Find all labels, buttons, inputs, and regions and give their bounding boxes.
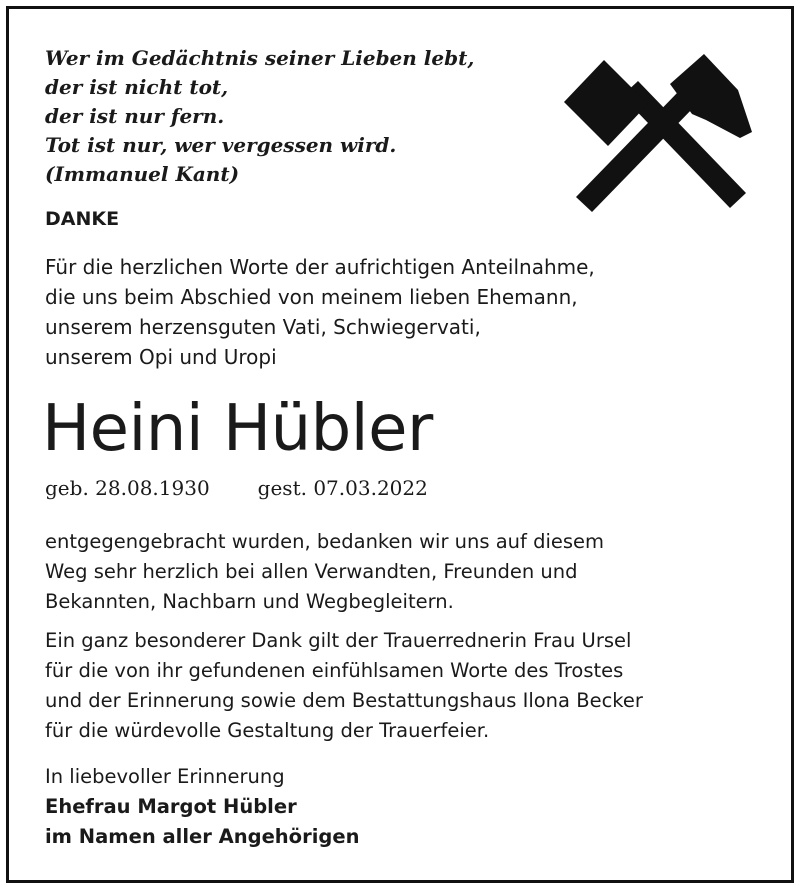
intro-text — [45, 252, 595, 372]
text-line: Weg sehr herzlich bei allen Verwandten, Freunden und — [45, 560, 578, 583]
signature-family: im Namen aller Angehörigen — [45, 825, 360, 848]
thanks-paragraph — [45, 527, 604, 617]
closing-line: In liebevoller Erinnerung — [45, 765, 285, 788]
quote-author: (Immanuel Kant) — [45, 162, 240, 186]
quote-line: Wer im Gedächtnis seiner Lieben lebt, — [45, 46, 475, 70]
crossed-hammers-icon — [560, 52, 756, 224]
notice-heading: DANKE — [45, 208, 120, 230]
hammer-head — [564, 60, 648, 146]
deceased-name: Heini Hübler — [42, 392, 433, 466]
quote-line: Tot ist nur, wer vergessen wird. — [45, 133, 397, 157]
birth-date: geb. 28.08.1930 — [45, 476, 210, 500]
text-line: Ein ganz besonderer Dank gilt der Trauerrednerin Frau Ursel — [45, 629, 632, 652]
text-line: entgegengebracht wurden, bedanken wir uns auf diesem — [45, 530, 605, 553]
closing-signature — [45, 762, 359, 852]
text-line: für die von ihr gefundenen einfühlsamen Worte des Trostes — [45, 659, 624, 682]
signature-name: Ehefrau Margot Hübler — [45, 795, 297, 818]
text-line: und der Erinnerung sowie dem Bestattungshaus Ilona Becker — [45, 689, 643, 712]
death-date: gest. 07.03.2022 — [257, 476, 428, 500]
life-dates — [45, 474, 428, 502]
text-line: für die würdevolle Gestaltung der Trauerfeier. — [45, 719, 490, 742]
text-line: Bekannten, Nachbarn und Wegbegleitern. — [45, 590, 454, 613]
text-line: unserem herzensguten Vati, Schwiegervati, — [45, 315, 481, 339]
memorial-quote — [45, 44, 474, 189]
special-thanks-paragraph — [45, 626, 643, 746]
text-line: die uns beim Abschied von meinem lieben Ehemann, — [45, 285, 578, 309]
quote-line: der ist nicht tot, — [45, 75, 229, 99]
text-line: unserem Opi und Uropi — [45, 345, 277, 369]
hammer-head — [670, 54, 752, 138]
quote-line: der ist nur fern. — [45, 104, 225, 128]
text-line: Für die herzlichen Worte der aufrichtigen Anteilnahme, — [45, 255, 595, 279]
